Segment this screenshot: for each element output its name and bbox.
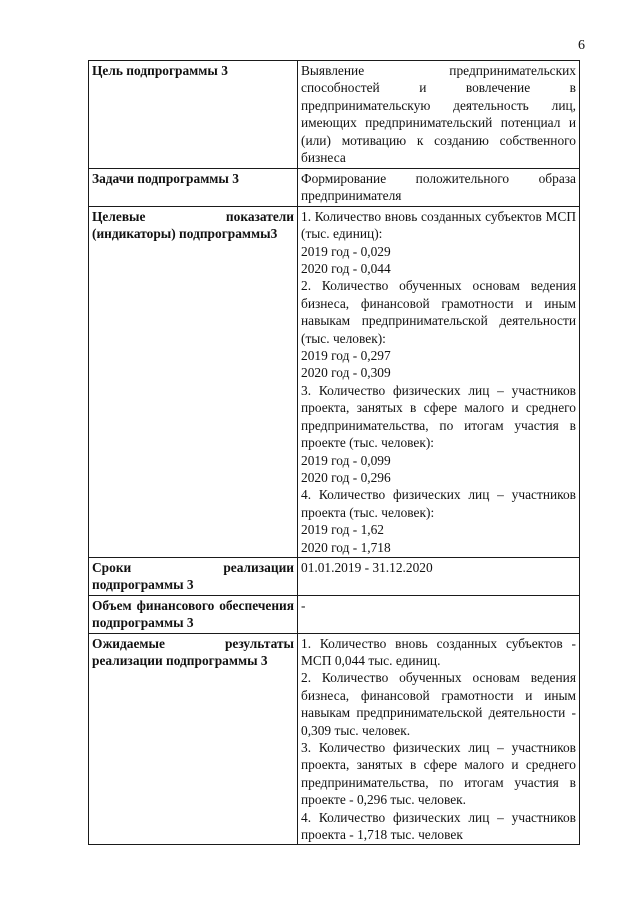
row-value: [298, 633, 580, 845]
row-value: [298, 61, 580, 169]
indicator-year-value: 2019 год - 0,099: [301, 452, 391, 468]
indicator-text: 1. Количество вновь созданных субъектов МСП (тыс. единиц):: [301, 208, 576, 242]
value-text: -: [301, 597, 306, 613]
row-label: Ожидаемые результаты реализации подпрограммы 3: [89, 633, 298, 845]
page-number: 6: [578, 38, 585, 53]
row-timeline: [89, 557, 580, 595]
row-value: [298, 595, 580, 633]
row-expected-results: [89, 633, 580, 845]
result-text: 4. Количество физических лиц – участников проекта - 1,718 тыс. человек: [301, 809, 576, 843]
row-goal: [89, 61, 580, 169]
row-value: [298, 169, 580, 207]
value-text: Формирование положительного образа предпринимателя: [301, 171, 576, 204]
indicator-text: 4. Количество физических лиц – участников проекта (тыс. человек):: [301, 487, 576, 520]
result-text: 2. Количество обученных основам ведения бизнеса, финансовой грамотности и иным навыкам предпринимательской деятельности - 0,309 тыс. человек.: [301, 670, 576, 738]
value-text: Выявление предпринимательских способностей и вовлечение в предпринимательскую деятельность лиц, имеющих предпринимательский потенциал и (или) мотивацию к созданию собственного бизнеса: [301, 63, 576, 166]
row-label: Задачи подпрограммы 3: [89, 169, 298, 207]
row-indicators: [89, 206, 580, 557]
indicator-year-value: 2019 год - 0,029: [301, 243, 391, 259]
row-tasks: [89, 169, 580, 207]
indicator-text: 3. Количество физических лиц – участников проекта, занятых в сфере малого и среднего предпринимательства, по итогам участия в проекте (тыс. человек):: [301, 382, 576, 451]
indicator-year-value: 2020 год - 0,044: [301, 261, 391, 277]
indicator-year-value: 2020 год - 0,309: [301, 365, 391, 381]
row-label: Цель подпрограммы 3: [89, 61, 298, 169]
row-funding: [89, 595, 580, 633]
indicator-year-value: 2020 год - 1,718: [301, 539, 391, 555]
row-label: Объем финансового обеспечения подпрограммы 3: [89, 595, 298, 633]
indicator-year-value: 2020 год - 0,296: [301, 469, 391, 485]
indicator-year-value: 2019 год - 1,62: [301, 522, 384, 538]
value-text: 01.01.2019 - 31.12.2020: [301, 559, 433, 575]
subprogram-passport-table: [88, 60, 580, 845]
row-label: Целевые показатели (индикаторы) подпрограммы3: [89, 206, 298, 557]
row-value: [298, 206, 580, 557]
row-value: [298, 557, 580, 595]
indicator-text: 2. Количество обученных основам ведения бизнеса, финансовой грамотности и иным навыкам предпринимательской деятельности (тыс. человек):: [301, 278, 576, 346]
indicator-year-value: 2019 год - 0,297: [301, 348, 391, 364]
row-label: Сроки реализации подпрограммы 3: [89, 557, 298, 595]
result-text: 1. Количество вновь созданных субъектов - МСП 0,044 тыс. единиц.: [301, 635, 576, 668]
result-text: 3. Количество физических лиц – участников проекта, занятых в сфере малого и среднего предпринимательства, по итогам участия в проекте - 0,296 тыс. человек.: [301, 740, 576, 808]
